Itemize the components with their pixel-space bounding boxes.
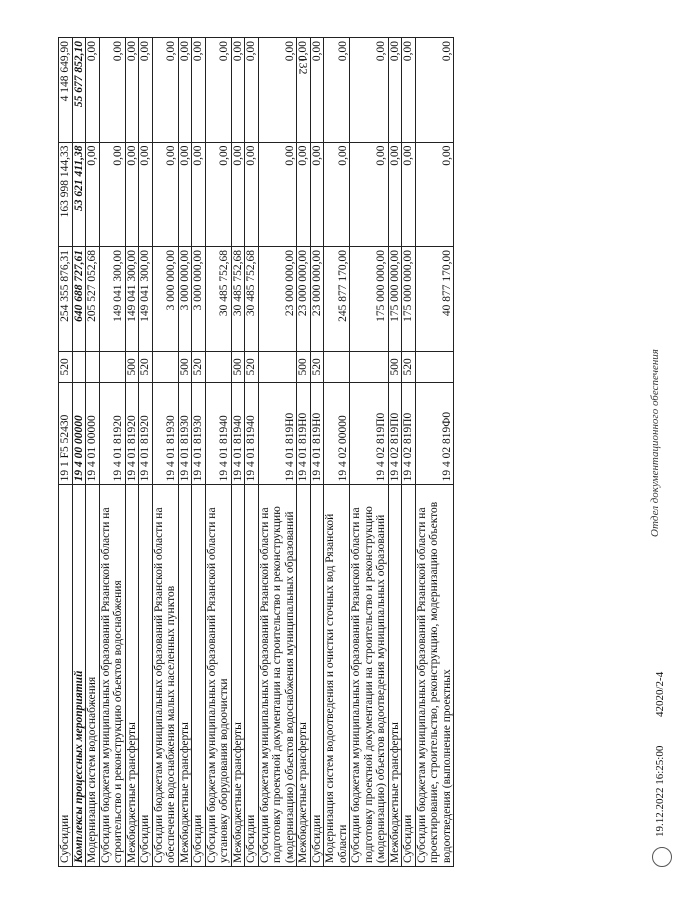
row-sum-2024: 0,00 — [350, 142, 389, 247]
row-name: Субсидии — [59, 485, 73, 867]
row-code: 19 4 00 00000 — [72, 383, 86, 485]
row-name: Межбюджетные трансферты — [125, 485, 139, 867]
row-sum-2023: 30 485 752,68 — [245, 247, 259, 352]
stamp-icon — [652, 847, 672, 867]
row-sum-2025: 0,00 — [324, 38, 350, 143]
row-sum-2024: 0,00 — [178, 142, 192, 247]
row-sum-2025: 0,00 — [415, 38, 454, 143]
row-sum-2025: 0,00 — [192, 38, 206, 143]
row-sum-2025: 0,00 — [310, 38, 324, 143]
row-vr: 520 — [310, 351, 324, 383]
row-vr: 500 — [125, 351, 139, 383]
row-name: Субсидии — [310, 485, 324, 867]
row-code: 19 4 01 81940 — [231, 383, 245, 485]
row-code: 19 4 01 81940 — [205, 383, 231, 485]
row-sum-2023: 149 041 300,00 — [139, 247, 153, 352]
table-row — [192, 38, 206, 867]
row-sum-2023: 3 000 000,00 — [152, 247, 178, 352]
row-vr — [99, 351, 125, 383]
row-code: 19 4 02 819П0 — [350, 383, 389, 485]
row-code: 19 1 F5 52430 — [59, 383, 73, 485]
row-sum-2023: 175 000 000,00 — [402, 247, 416, 352]
row-vr: 520 — [192, 351, 206, 383]
row-vr: 500 — [178, 351, 192, 383]
table-row — [258, 38, 297, 867]
row-sum-2024: 0,00 — [324, 142, 350, 247]
row-code: 19 4 01 81930 — [178, 383, 192, 485]
row-sum-2025: 0,00 — [125, 38, 139, 143]
row-name: Комплексы процессных мероприятий — [72, 485, 86, 867]
row-sum-2025: 0,00 — [178, 38, 192, 143]
table-row — [245, 38, 259, 867]
row-vr — [205, 351, 231, 383]
row-sum-2023: 640 688 727,61 — [72, 247, 86, 352]
row-vr: 500 — [231, 351, 245, 383]
footer-date: 19.12.2022 16:25:00 — [654, 745, 666, 837]
table-row — [388, 38, 402, 867]
row-name: Субсидии бюджетам муниципальных образований Рязанской области на обеспечение водоснабжения малых населенных пунктов — [152, 485, 178, 867]
row-code: 19 4 02 819П0 — [402, 383, 416, 485]
row-name: Межбюджетные трансферты — [178, 485, 192, 867]
row-sum-2025: 0,00 — [139, 38, 153, 143]
table-row — [139, 38, 153, 867]
row-sum-2025: 0,00 — [152, 38, 178, 143]
row-vr: 520 — [245, 351, 259, 383]
table-row — [86, 38, 100, 867]
row-sum-2023: 3 000 000,00 — [192, 247, 206, 352]
row-sum-2025: 0,00 — [297, 38, 311, 143]
row-code: 19 4 02 00000 — [324, 383, 350, 485]
table-row — [205, 38, 231, 867]
row-name: Субсидии — [139, 485, 153, 867]
row-sum-2024: 0,00 — [258, 142, 297, 247]
row-sum-2024: 53 621 411,38 — [72, 142, 86, 247]
row-vr — [152, 351, 178, 383]
row-vr — [324, 351, 350, 383]
row-name: Субсидии бюджетам муниципальных образований Рязанской области на проектирование, строительство, реконструкцию, модернизацию объектов водоотведения (выполнение проектных — [415, 485, 454, 867]
row-sum-2024: 0,00 — [388, 142, 402, 247]
row-code: 19 4 01 81930 — [152, 383, 178, 485]
table-row — [310, 38, 324, 867]
row-code: 19 4 01 819Н0 — [258, 383, 297, 485]
table-row — [72, 38, 86, 867]
row-sum-2025: 0,00 — [350, 38, 389, 143]
row-sum-2025: 55 677 852,10 — [72, 38, 86, 143]
row-sum-2024: 0,00 — [152, 142, 178, 247]
row-vr — [258, 351, 297, 383]
row-name: Межбюджетные трансферты — [231, 485, 245, 867]
row-sum-2023: 40 877 170,00 — [415, 247, 454, 352]
row-sum-2024: 0,00 — [415, 142, 454, 247]
row-sum-2025: 0,00 — [258, 38, 297, 143]
table-row — [402, 38, 416, 867]
budget-table — [58, 37, 454, 867]
row-vr: 520 — [402, 351, 416, 383]
row-code: 19 4 01 81940 — [245, 383, 259, 485]
row-sum-2023: 205 527 052,68 — [86, 247, 100, 352]
row-code: 19 4 01 81920 — [125, 383, 139, 485]
row-sum-2025: 0,00 — [402, 38, 416, 143]
row-sum-2025: 4 148 649,90 — [59, 38, 73, 143]
row-sum-2025: 0,00 — [205, 38, 231, 143]
row-code: 19 4 01 819Н0 — [310, 383, 324, 485]
row-sum-2023: 175 000 000,00 — [388, 247, 402, 352]
row-sum-2025: 0,00 — [245, 38, 259, 143]
table-row — [59, 38, 73, 867]
row-code: 19 4 01 819Н0 — [297, 383, 311, 485]
row-sum-2025: 0,00 — [99, 38, 125, 143]
row-sum-2024: 0,00 — [86, 142, 100, 247]
row-name: Субсидии — [192, 485, 206, 867]
table-row — [231, 38, 245, 867]
table-row — [415, 38, 454, 867]
row-code: 19 4 01 00000 — [86, 383, 100, 485]
row-sum-2023: 149 041 300,00 — [125, 247, 139, 352]
row-sum-2023: 30 485 752,68 — [205, 247, 231, 352]
budget-table-body — [59, 38, 454, 867]
row-sum-2024: 0,00 — [231, 142, 245, 247]
page-footer — [648, 37, 688, 867]
row-name: Межбюджетные трансферты — [388, 485, 402, 867]
row-sum-2024: 0,00 — [99, 142, 125, 247]
row-sum-2023: 175 000 000,00 — [350, 247, 389, 352]
row-name: Субсидии бюджетам муниципальных образований Рязанской области на установку оборудования водоочистки — [205, 485, 231, 867]
page-number: 132 — [296, 56, 311, 75]
footer-department: Отдел документационного обеспечения — [649, 349, 661, 537]
row-sum-2025: 0,00 — [231, 38, 245, 143]
row-sum-2025: 0,00 — [388, 38, 402, 143]
row-sum-2024: 163 998 144,33 — [59, 142, 73, 247]
rotated-page — [58, 37, 666, 867]
footer-doc-number: 42020/2-4 — [654, 671, 666, 717]
table-row — [125, 38, 139, 867]
row-name: Субсидии бюджетам муниципальных образований Рязанской области на подготовку проектной документации на строительство и реконструкцию (модернизацию) объектов водоснабжения муниципальных образований — [258, 485, 297, 867]
row-name: Межбюджетные трансферты — [297, 485, 311, 867]
table-row — [99, 38, 125, 867]
table-row — [152, 38, 178, 867]
row-name: Модернизация систем водоотведения и очистки сточных вод Рязанской области — [324, 485, 350, 867]
row-vr — [415, 351, 454, 383]
row-sum-2023: 23 000 000,00 — [258, 247, 297, 352]
row-code: 19 4 01 81920 — [139, 383, 153, 485]
table-row — [178, 38, 192, 867]
row-code: 19 4 02 819П0 — [388, 383, 402, 485]
row-sum-2024: 0,00 — [297, 142, 311, 247]
row-name: Субсидии бюджетам муниципальных образований Рязанской области на подготовку проектной документации на строительство и реконструкцию (модернизацию) объектов водоотведения муниципальных образований — [350, 485, 389, 867]
row-code: 19 4 02 819Ф0 — [415, 383, 454, 485]
row-name: Субсидии — [245, 485, 259, 867]
row-code: 19 4 01 81930 — [192, 383, 206, 485]
row-vr — [86, 351, 100, 383]
row-vr: 500 — [388, 351, 402, 383]
row-sum-2024: 0,00 — [139, 142, 153, 247]
row-code: 19 4 01 81920 — [99, 383, 125, 485]
row-sum-2024: 0,00 — [125, 142, 139, 247]
table-row — [324, 38, 350, 867]
row-vr: 520 — [59, 351, 73, 383]
row-sum-2023: 149 041 300,00 — [99, 247, 125, 352]
table-row — [297, 38, 311, 867]
row-sum-2023: 23 000 000,00 — [297, 247, 311, 352]
row-vr: 520 — [139, 351, 153, 383]
row-sum-2024: 0,00 — [192, 142, 206, 247]
row-vr — [72, 351, 86, 383]
table-row — [350, 38, 389, 867]
row-vr: 500 — [297, 351, 311, 383]
row-name: Модернизация систем водоснабжения — [86, 485, 100, 867]
row-sum-2024: 0,00 — [402, 142, 416, 247]
row-sum-2023: 245 877 170,00 — [324, 247, 350, 352]
row-sum-2025: 0,00 — [86, 38, 100, 143]
row-sum-2023: 254 355 876,31 — [59, 247, 73, 352]
row-name: Субсидии бюджетам муниципальных образований Рязанской области на строительство и реконструкцию объектов водоснабжения — [99, 485, 125, 867]
row-sum-2023: 3 000 000,00 — [178, 247, 192, 352]
row-name: Субсидии — [402, 485, 416, 867]
row-sum-2024: 0,00 — [245, 142, 259, 247]
row-sum-2023: 30 485 752,68 — [231, 247, 245, 352]
row-vr — [350, 351, 389, 383]
row-sum-2024: 0,00 — [205, 142, 231, 247]
row-sum-2023: 23 000 000,00 — [310, 247, 324, 352]
row-sum-2024: 0,00 — [310, 142, 324, 247]
